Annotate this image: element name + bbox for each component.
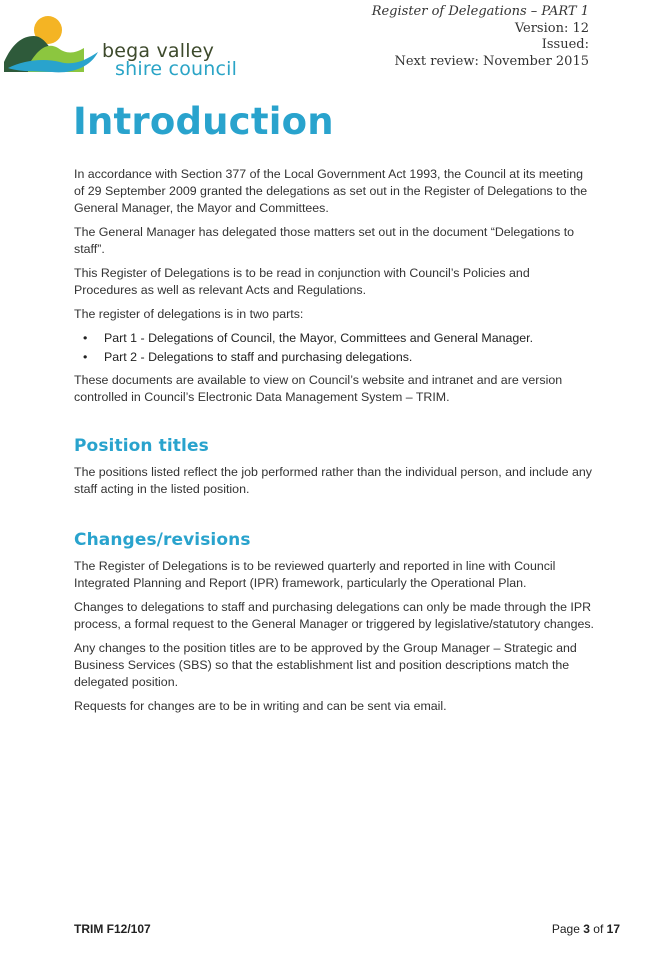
changes-paragraph-2: Changes to delegations to staff and purchasing delegations can only be made through the IPR process, a formal request to the General Manager or triggered by legislative/statutory changes. (74, 600, 594, 631)
availability-paragraph: These documents are available to view on Council’s website and intranet and are version controlled in Council’s Electronic Data Management System – TRIM. (74, 373, 563, 404)
list-item (83, 349, 594, 366)
page-total: 17 (606, 922, 620, 936)
page-title: Introduction (73, 100, 334, 143)
logo-text-bega-valley: bega valley (102, 40, 215, 62)
bullet-icon: • (83, 350, 88, 364)
list-item-text: Part 1 - Delegations of Council, the Mayor, Committees and General Manager. (104, 331, 534, 345)
page-current: 3 (583, 922, 590, 936)
section-heading-changes-revisions: Changes/revisions (74, 530, 251, 550)
parts-list (74, 330, 594, 366)
position-titles-paragraph: The positions listed reflect the job performed rather than the individual person, and include any staff acting in the listed position. (74, 465, 592, 496)
page-of-label: of (593, 922, 604, 936)
main-content (74, 166, 594, 722)
hills-sun-logo-icon (4, 14, 104, 76)
document-version: Version: 12 (514, 20, 589, 36)
document-issued: Issued: (541, 37, 589, 52)
document-info (372, 4, 589, 70)
document-next-review: Next review: November 2015 (394, 53, 589, 69)
bullet-icon: • (83, 331, 88, 345)
changes-paragraph-3: Any changes to the position titles are to be approved by the Group Manager – Strategic and Business Services (SBS) so that the establishment list and position descriptions match the delegated position. (74, 641, 577, 689)
page-label: Page (551, 922, 580, 936)
logo-text-shire-council: shire council (115, 58, 238, 80)
intro-paragraph-1: In accordance with Section 377 of the Local Government Act 1993, the Council at its meeting of 29 September 2009 granted the delegations as set out in the Register of Delegations to the General Manager, the Mayor and Committees. (74, 167, 588, 215)
changes-paragraph-4: Requests for changes are to be in writing and can be sent via email. (74, 699, 447, 713)
footer-page-number (552, 922, 620, 936)
document-title: Register of Delegations – PART 1 (371, 4, 589, 19)
council-logo (4, 14, 249, 80)
intro-paragraph-4: The register of delegations is in two parts: (74, 307, 304, 321)
intro-paragraph-2: The General Manager has delegated those matters set out in the document “Delegations to staff”. (74, 225, 575, 256)
changes-paragraph-1: The Register of Delegations is to be reviewed quarterly and reported in line with Council Integrated Planning and Report (IPR) framework, particularly the Operational Plan. (74, 559, 556, 590)
list-item-text: Part 2 - Delegations to staff and purchasing delegations. (104, 350, 413, 364)
section-heading-position-titles: Position titles (74, 436, 209, 456)
intro-paragraph-3: This Register of Delegations is to be read in conjunction with Council’s Policies and Procedures as well as relevant Acts and Regulations. (74, 266, 530, 297)
footer-trim-reference: TRIM F12/107 (74, 922, 151, 936)
list-item (83, 330, 594, 347)
